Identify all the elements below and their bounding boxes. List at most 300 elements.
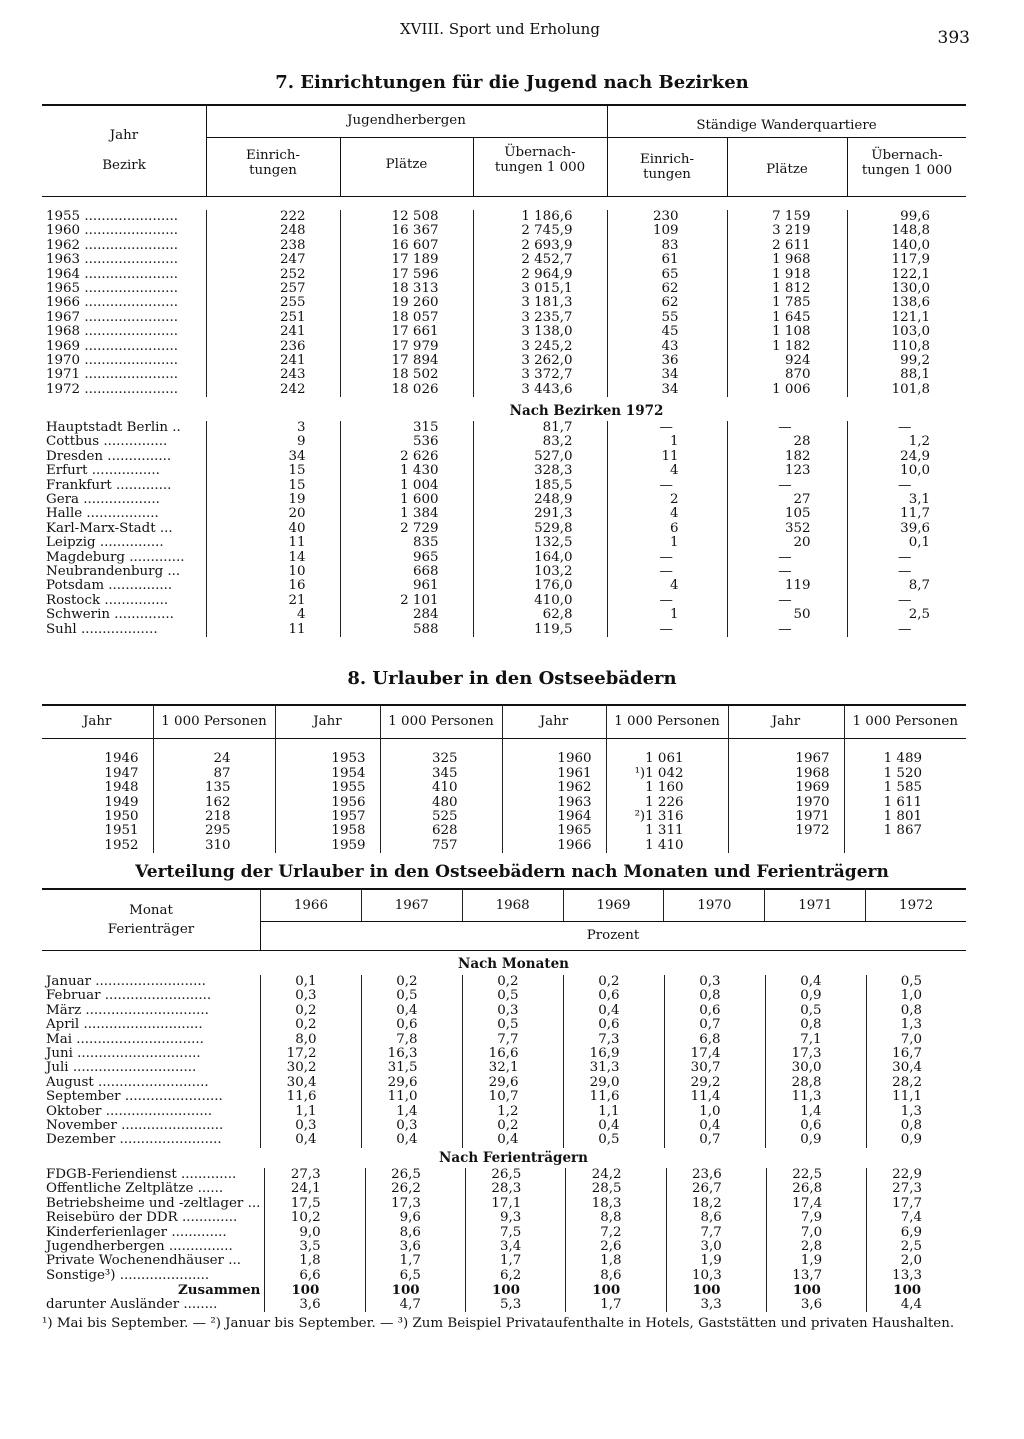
cell-value: 29,6	[462, 1076, 563, 1090]
cell-value: 138,6	[847, 296, 966, 310]
cell-value: 16 367	[340, 224, 473, 238]
cell-value: 3,3	[666, 1298, 766, 1312]
cell-value: 668	[340, 565, 473, 579]
year-header: 1970	[663, 890, 764, 921]
cell-value: 164,0	[473, 551, 607, 565]
cell-value: 123	[727, 464, 847, 478]
table-row	[42, 1226, 966, 1240]
cell-value: 7,0	[866, 1033, 966, 1047]
cell-value: 3 372,7	[473, 368, 607, 382]
cell-value: 16,7	[866, 1047, 966, 1061]
cell-value: 18 313	[340, 282, 473, 296]
cell-value: 148,8	[847, 224, 966, 238]
cell-value: 130,0	[847, 282, 966, 296]
row-label: Hauptstadt Berlin ..	[46, 421, 181, 435]
t9-traeger-body	[42, 1168, 966, 1312]
row-label: September .......................	[46, 1090, 223, 1105]
table-row	[42, 479, 966, 493]
cell-value: 34	[206, 450, 340, 464]
value-cell: ¹)1 042	[606, 767, 728, 781]
cell-value: 1,9	[766, 1254, 866, 1268]
cell-value: 11,4	[664, 1090, 765, 1104]
year-cell: 1948	[104, 780, 139, 796]
cell-value: —	[607, 551, 727, 565]
cell-value: 110,8	[847, 340, 966, 354]
cell-value: —	[847, 565, 966, 579]
cell-value: 3 443,6	[473, 383, 607, 397]
cell-value: 20	[727, 536, 847, 550]
row-label: 1971 ......................	[46, 368, 178, 383]
row-label: Betriebsheime und -zeltlager ...	[46, 1196, 261, 1211]
row-label: Cottbus ...............	[46, 435, 168, 450]
year-cell: 1958	[275, 824, 380, 838]
row-label: Dezember ........................	[46, 1133, 222, 1148]
year-cell: 1971	[728, 810, 844, 824]
year-cell: 1949	[104, 794, 139, 810]
year-header: 1967	[361, 890, 462, 921]
cell-value: 3,0	[666, 1240, 766, 1254]
cell-value: 16,9	[563, 1047, 664, 1061]
cell-value: 8,6	[566, 1269, 666, 1283]
cell-value: —	[607, 421, 727, 435]
cell-value: 5,3	[465, 1298, 565, 1312]
cell-value: 83,2	[473, 435, 607, 449]
cell-value: —	[727, 594, 847, 608]
value-cell: 1 585	[844, 781, 966, 795]
table-row	[42, 839, 966, 853]
cell-value: 0,3	[260, 989, 361, 1003]
cell-value: 0,4	[664, 1119, 765, 1133]
cell-value: 242	[206, 383, 340, 397]
table-row	[42, 810, 966, 824]
t7-col-rule	[847, 137, 848, 196]
value-cell: 1 611	[844, 796, 966, 810]
cell-value: 1,1	[563, 1105, 664, 1119]
t7-bezirke-body	[42, 421, 966, 637]
cell-value: 17,3	[365, 1197, 465, 1211]
cell-value: 6	[607, 522, 727, 536]
row-label: Potsdam ...............	[46, 579, 173, 594]
cell-value: 0,3	[462, 1004, 563, 1018]
row-label: 1962 ......................	[46, 238, 178, 253]
year-cell: 1964	[502, 810, 606, 824]
table-row	[42, 1197, 966, 1211]
row-label: Rostock ...............	[46, 593, 169, 608]
table-row	[42, 989, 966, 1003]
table-row	[42, 354, 966, 368]
cell-value: 0,5	[866, 975, 966, 989]
cell-value: 16	[206, 579, 340, 593]
cell-value: 0,1	[260, 975, 361, 989]
cell-value: 17 979	[340, 340, 473, 354]
cell-value: 22,9	[867, 1168, 966, 1182]
t7-col-einrichtungen-2: Einrich-tungen	[639, 152, 694, 182]
year-cell: 1951	[104, 823, 139, 839]
cell-value: 248,9	[473, 493, 607, 507]
cell-value: 1,4	[361, 1105, 462, 1119]
cell-value: 1,3	[866, 1018, 966, 1032]
row-label: Schwerin ..............	[46, 608, 174, 623]
cell-value: 17 189	[340, 253, 473, 267]
table-row	[42, 1211, 966, 1225]
cell-value: 1 645	[727, 311, 847, 325]
cell-value: 122,1	[847, 268, 966, 282]
cell-value: 2 626	[340, 450, 473, 464]
cell-value: 83	[607, 239, 727, 253]
value-cell: 325	[380, 752, 502, 766]
year-cell: 1959	[275, 839, 380, 853]
cell-value: 6,6	[265, 1269, 365, 1283]
cell-value: —	[727, 623, 847, 637]
value-cell: 1 489	[844, 752, 966, 766]
cell-value: 835	[340, 536, 473, 550]
cell-value: —	[727, 551, 847, 565]
t7-col-uebernachtungen: Übernach-tungen 1 000	[494, 145, 586, 175]
row-label: Frankfurt .............	[46, 478, 172, 493]
cell-value: 3,1	[847, 493, 966, 507]
year-cell: 1952	[104, 837, 139, 853]
cell-value: 7 159	[727, 210, 847, 224]
value-cell: 87	[153, 767, 275, 781]
cell-value: 11	[607, 450, 727, 464]
t8-col-personen: 1 000 Personen	[606, 706, 728, 738]
cell-value: 527,0	[473, 450, 607, 464]
cell-value: 6,9	[867, 1226, 966, 1240]
cell-value: 16,3	[361, 1047, 462, 1061]
cell-value: 45	[607, 325, 727, 339]
cell-value: 26,5	[365, 1168, 465, 1182]
table-row	[42, 253, 966, 267]
cell-value: 2,5	[867, 1240, 966, 1254]
value-cell: 218	[153, 810, 275, 824]
year-cell	[728, 839, 844, 853]
cell-value: 8,6	[365, 1226, 465, 1240]
cell-value: 13,3	[867, 1269, 966, 1283]
value-cell: 480	[380, 796, 502, 810]
cell-value: 2 101	[340, 594, 473, 608]
cell-value: 15	[206, 479, 340, 493]
t7-stub-bezirk: Bezirk	[102, 158, 146, 173]
cell-value: 3 219	[727, 224, 847, 238]
cell-value: 26,2	[365, 1182, 465, 1196]
t9-year-underline	[260, 921, 966, 922]
footnote: ¹) Mai bis September. — ²) Januar bis September. — ³) Zum Beispiel Privataufenthalte in Hotels, Gaststätten und privaten Haushalten.	[42, 1316, 955, 1331]
table-row	[42, 450, 966, 464]
table-row	[42, 1298, 966, 1312]
row-label: 1955 ......................	[46, 210, 178, 224]
cell-value: 352	[727, 522, 847, 536]
cell-value: 16,6	[462, 1047, 563, 1061]
cell-value: 18,3	[566, 1197, 666, 1211]
cell-value: —	[607, 565, 727, 579]
cell-value: 182	[727, 450, 847, 464]
cell-value: 62,8	[473, 608, 607, 622]
cell-value: 2,5	[847, 608, 966, 622]
table-row	[42, 767, 966, 781]
t9-unit: Prozent	[586, 928, 640, 943]
cell-value: 24,9	[847, 450, 966, 464]
cell-value: 11	[206, 623, 340, 637]
table8-title: 8. Urlauber in den Ostseebädern	[347, 668, 677, 689]
cell-value: 2 452,7	[473, 253, 607, 267]
cell-value: 7,5	[465, 1226, 565, 1240]
cell-value: 109	[607, 224, 727, 238]
cell-value: 1 600	[340, 493, 473, 507]
cell-value: 12 508	[340, 210, 473, 224]
cell-value: 529,8	[473, 522, 607, 536]
cell-value: 34	[607, 368, 727, 382]
cell-value: 238	[206, 239, 340, 253]
cell-value: 140,0	[847, 239, 966, 253]
cell-value: 241	[206, 354, 340, 368]
cell-value: 7,3	[563, 1033, 664, 1047]
cell-value: 28,3	[465, 1182, 565, 1196]
row-label: Sonstige³) .....................	[46, 1268, 210, 1283]
cell-value: 0,5	[563, 1133, 664, 1147]
cell-value: 0,3	[361, 1119, 462, 1133]
cell-value: 18,2	[666, 1197, 766, 1211]
cell-value: 8,8	[566, 1211, 666, 1225]
value-cell: 295	[153, 824, 275, 838]
cell-value: 3,4	[465, 1240, 565, 1254]
cell-value: 121,1	[847, 311, 966, 325]
row-label: Oktober .........................	[46, 1104, 213, 1119]
table-row	[42, 464, 966, 478]
table-row	[42, 975, 966, 989]
row-label: August ..........................	[46, 1075, 209, 1090]
t7-col-plaetze: Plätze	[385, 157, 428, 172]
cell-value: 185,5	[473, 479, 607, 493]
cell-value: 29,6	[361, 1076, 462, 1090]
year-cell: 1970	[728, 796, 844, 810]
cell-value: 410,0	[473, 594, 607, 608]
cell-value: 0,9	[866, 1133, 966, 1147]
row-label: Mai ..............................	[46, 1032, 204, 1047]
cell-value: 961	[340, 579, 473, 593]
cell-value: 4,4	[867, 1298, 966, 1312]
row-label: Halle .................	[46, 507, 159, 522]
cell-value: 17,5	[265, 1197, 365, 1211]
cell-value: —	[727, 479, 847, 493]
cell-value: 18 026	[340, 383, 473, 397]
cell-value: 0,2	[260, 1004, 361, 1018]
cell-value: 10,2	[265, 1211, 365, 1225]
cell-value: 0,2	[260, 1018, 361, 1032]
year-cell: 1962	[502, 781, 606, 795]
cell-value: 1,7	[465, 1254, 565, 1268]
cell-value: 17,4	[766, 1197, 866, 1211]
row-label: Juni .............................	[46, 1047, 201, 1062]
cell-value: 2 964,9	[473, 268, 607, 282]
row-label: FDGB-Feriendienst .............	[46, 1168, 237, 1182]
table-row	[42, 1133, 966, 1147]
cell-value: 1,9	[666, 1254, 766, 1268]
table-row	[42, 210, 966, 224]
t8-col-jahr: Jahr	[728, 706, 844, 738]
cell-value: 26,8	[766, 1182, 866, 1196]
row-label: 1968 ......................	[46, 325, 178, 340]
table-row	[42, 536, 966, 550]
cell-value: 17 661	[340, 325, 473, 339]
cell-value: 17,4	[664, 1047, 765, 1061]
t9-year-header	[260, 890, 966, 921]
cell-value: 241	[206, 325, 340, 339]
row-label: Juli .............................	[46, 1061, 197, 1076]
table9-title: Verteilung der Urlauber in den Ostseebädern nach Monaten und Ferienträgern	[135, 862, 889, 882]
cell-value: 105	[727, 507, 847, 521]
cell-value: 536	[340, 435, 473, 449]
table-row	[42, 594, 966, 608]
t8-table	[42, 706, 966, 853]
cell-value: 50	[727, 608, 847, 622]
cell-value: 1,2	[462, 1105, 563, 1119]
cell-value: —	[727, 421, 847, 435]
cell-value: 3 138,0	[473, 325, 607, 339]
cell-value: 34	[607, 383, 727, 397]
table-row	[42, 325, 966, 339]
row-label: Zusammen	[178, 1282, 261, 1299]
cell-value: 247	[206, 253, 340, 267]
cell-value: 8,7	[847, 579, 966, 593]
t7-col-uebernachtungen-2: Übernach-tungen 1 000	[861, 148, 953, 178]
cell-value: 3	[206, 421, 340, 435]
table-row	[42, 493, 966, 507]
table-row	[42, 551, 966, 565]
row-label: April ............................	[46, 1018, 203, 1033]
t8-col-personen: 1 000 Personen	[844, 706, 966, 738]
year-header: 1966	[260, 890, 361, 921]
cell-value: 0,8	[866, 1119, 966, 1133]
cell-value: 1 785	[727, 296, 847, 310]
row-label: Karl-Marx-Stadt ...	[46, 521, 173, 536]
t7-years-body	[42, 210, 966, 397]
cell-value: 17,3	[765, 1047, 866, 1061]
cell-value: —	[847, 479, 966, 493]
value-cell: 1 311	[606, 824, 728, 838]
cell-value: 2,8	[766, 1240, 866, 1254]
cell-value: 3,5	[265, 1240, 365, 1254]
cell-value: 0,9	[765, 1133, 866, 1147]
cell-value: 3 245,2	[473, 340, 607, 354]
cell-value: 1 182	[727, 340, 847, 354]
cell-value: 1	[607, 536, 727, 550]
cell-value: 0,2	[361, 975, 462, 989]
cell-value: 65	[607, 268, 727, 282]
cell-value: 257	[206, 282, 340, 296]
year-cell: 1965	[502, 824, 606, 838]
cell-value: 7,7	[462, 1033, 563, 1047]
year-cell: 1955	[275, 781, 380, 795]
year-cell: 1953	[275, 752, 380, 766]
cell-value: 20	[206, 507, 340, 521]
table7-title: 7. Einrichtungen für die Jugend nach Bezirken	[275, 72, 749, 93]
cell-value: 100	[666, 1283, 766, 1297]
cell-value: 28	[727, 435, 847, 449]
row-label: Jugendherbergen ...............	[46, 1240, 233, 1255]
cell-value: 0,3	[260, 1119, 361, 1133]
cell-value: 119	[727, 579, 847, 593]
year-cell: 1950	[104, 809, 139, 825]
t7-col-einrichtungen: Einrich-tungen	[245, 148, 300, 178]
row-label: Januar ..........................	[46, 975, 206, 989]
cell-value: 1 968	[727, 253, 847, 267]
table-row	[42, 579, 966, 593]
table-row	[42, 623, 966, 637]
cell-value: 100	[566, 1283, 666, 1297]
cell-value: 1 812	[727, 282, 847, 296]
row-label: Neubrandenburg ...	[46, 565, 181, 580]
row-label: 1960 ......................	[46, 224, 178, 239]
cell-value: 1,2	[847, 435, 966, 449]
cell-value: 36	[607, 354, 727, 368]
cell-value: 3 015,1	[473, 282, 607, 296]
cell-value: 0,6	[361, 1018, 462, 1032]
cell-value: 1 006	[727, 383, 847, 397]
cell-value: 40	[206, 522, 340, 536]
cell-value: 30,4	[260, 1076, 361, 1090]
cell-value: 0,4	[260, 1133, 361, 1147]
cell-value: 10,0	[847, 464, 966, 478]
row-label: darunter Ausländer ........	[46, 1296, 218, 1312]
cell-value: 1 918	[727, 268, 847, 282]
cell-value: 4	[607, 579, 727, 593]
cell-value: 30,0	[765, 1061, 866, 1075]
cell-value: 26,7	[666, 1182, 766, 1196]
row-label: 1963 ......................	[46, 253, 178, 268]
cell-value: 3 262,0	[473, 354, 607, 368]
cell-value: 1 186,6	[473, 210, 607, 224]
cell-value: 252	[206, 268, 340, 282]
cell-value: 4	[206, 608, 340, 622]
cell-value: 31,3	[563, 1061, 664, 1075]
row-label: Kinderferienlager .............	[46, 1225, 227, 1240]
cell-value: 176,0	[473, 579, 607, 593]
cell-value: —	[607, 594, 727, 608]
cell-value: 328,3	[473, 464, 607, 478]
cell-value: —	[607, 479, 727, 493]
cell-value: 0,6	[563, 1018, 664, 1032]
cell-value: 2,6	[566, 1240, 666, 1254]
cell-value: 0,1	[847, 536, 966, 550]
t7-group-underline	[206, 137, 966, 138]
table-row	[42, 1061, 966, 1075]
cell-value: 99,2	[847, 354, 966, 368]
cell-value: 9,0	[265, 1226, 365, 1240]
cell-value: 0,7	[664, 1018, 765, 1032]
cell-value: 0,4	[361, 1004, 462, 1018]
row-label: Gera ..................	[46, 493, 160, 508]
t9-stub-traeger: Ferienträger	[107, 922, 195, 937]
t7-group-jugendherbergen: Jugendherbergen	[347, 113, 466, 128]
cell-value: 17 596	[340, 268, 473, 282]
table-row	[42, 1119, 966, 1133]
cell-value: 117,9	[847, 253, 966, 267]
year-header: 1972	[865, 890, 966, 921]
cell-value: 18 057	[340, 311, 473, 325]
cell-value: 30,4	[866, 1061, 966, 1075]
cell-value: 924	[727, 354, 847, 368]
year-cell: 1956	[275, 796, 380, 810]
cell-value: 0,5	[462, 989, 563, 1003]
year-header: 1971	[764, 890, 865, 921]
t7-col-plaetze-2: Plätze	[766, 162, 808, 177]
cell-value: 100	[465, 1283, 565, 1297]
cell-value: 17 894	[340, 354, 473, 368]
row-label: 1972 ......................	[46, 382, 178, 397]
cell-value: 61	[607, 253, 727, 267]
cell-value: 4,7	[365, 1298, 465, 1312]
t7-top-rule	[42, 104, 966, 106]
